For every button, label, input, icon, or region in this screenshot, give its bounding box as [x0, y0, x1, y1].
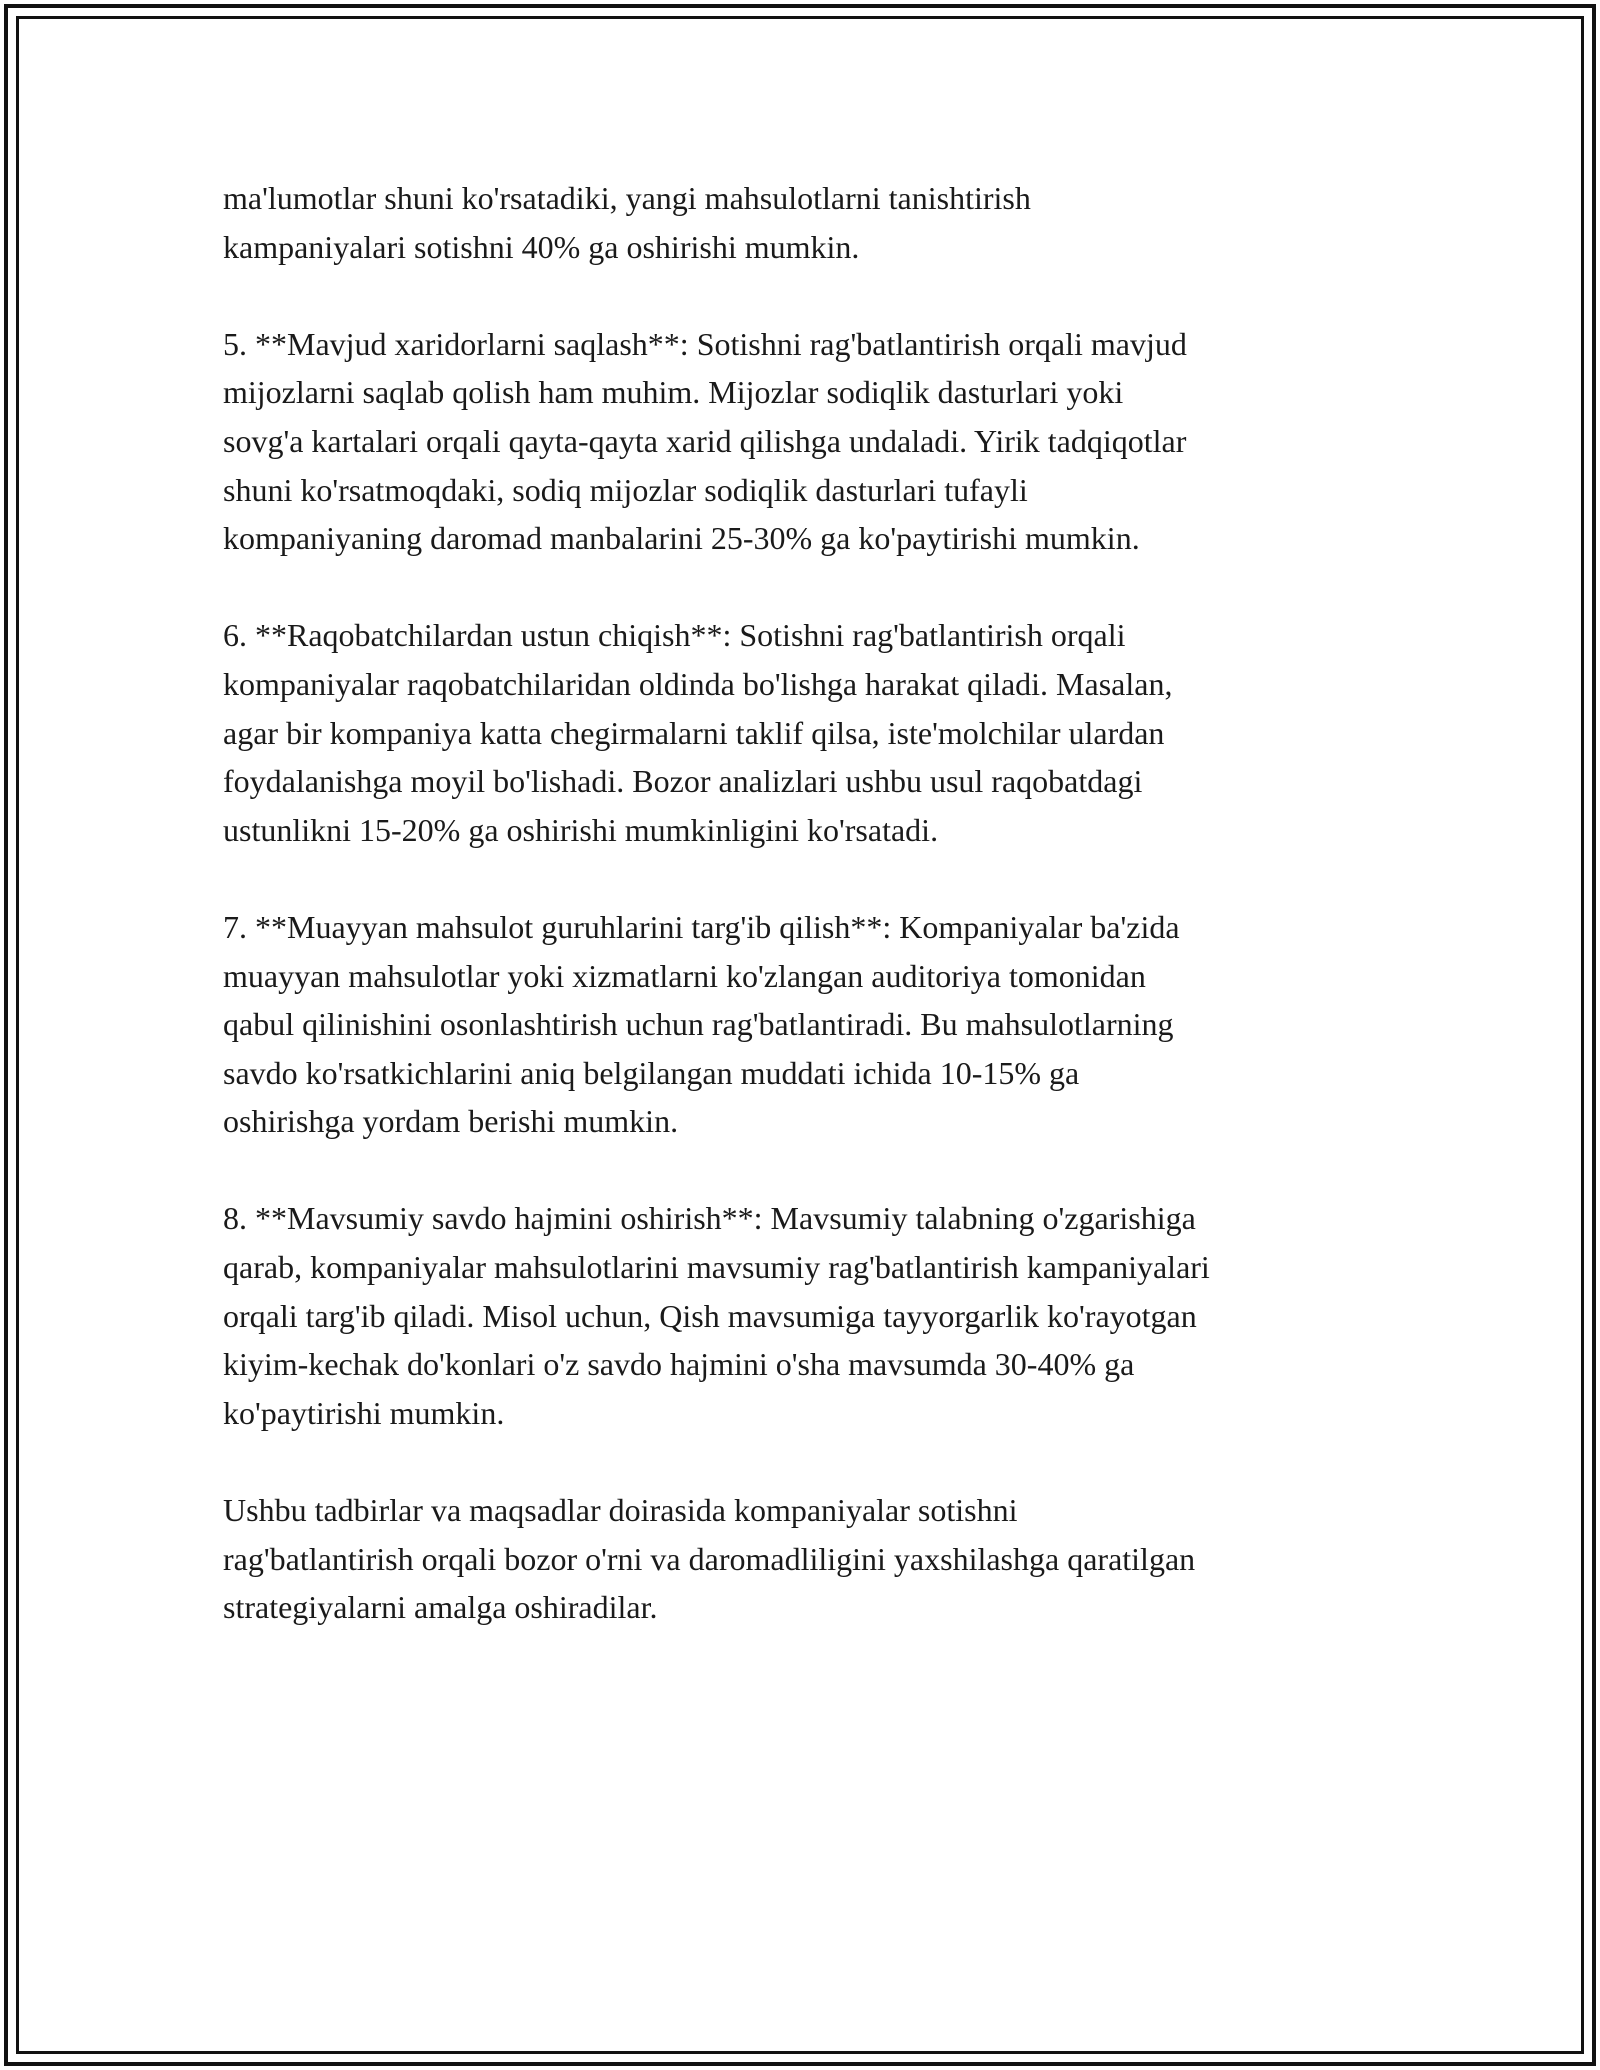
text-line: ma'lumotlar shuni ko'rsatadiki, yangi mahsulotlarni tanishtirish — [223, 180, 1031, 216]
text-line: strategiyalarni amalga oshiradilar. — [223, 1589, 658, 1626]
text-line: savdo ko'rsatkichlarini aniq belgilangan muddati ichida 10-15% ga — [223, 1054, 1080, 1091]
text-line: Ushbu tadbirlar va maqsadlar doirasida kompaniyalar sotishni — [223, 1492, 1018, 1529]
text-line: kompaniyalar raqobatchilaridan oldinda bo'lishga harakat qiladi. Masalan, — [223, 665, 1173, 702]
text-line: foydalanishga moyil bo'lishadi. Bozor analizlari ushbu usul raqobatdagi — [223, 763, 1143, 800]
text-line: mijozlarni saqlab qolish ham muhim. Mijozlar sodiqlik dasturlari yoki — [223, 374, 1124, 411]
text-line: rag'batlantirish orqali bozor o'rni va daromadliligini yaxshilashga qaratilgan — [223, 1540, 1196, 1577]
text-line: shuni ko'rsatmoqdaki, sodiq mijozlar sodiqlik dasturlari tufayli — [223, 471, 1028, 508]
paragraph-item-8 — [223, 1194, 1403, 1437]
paragraph-item-6 — [223, 611, 1403, 854]
text-line: kompaniyaning daromad manbalarini 25-30% ga ko'paytirishi mumkin. — [223, 520, 1140, 557]
text-line: 7. **Muayyan mahsulot guruhlarini targ'ib qilish**: Kompaniyalar ba'zida — [223, 908, 1180, 945]
text-line: orqali targ'ib qiladi. Misol uchun, Qish mavsumiga tayyorgarlik ko'rayotgan — [223, 1297, 1197, 1334]
paragraph-intro-continuation — [223, 174, 1403, 271]
text-line: sovg'a kartalari orqali qayta-qayta xarid qilishga undaladi. Yirik tadqiqotlar — [223, 422, 1187, 459]
paragraph-conclusion — [223, 1486, 1403, 1632]
paragraph-item-5 — [223, 320, 1403, 563]
text-line: 5. **Mavjud xaridorlarni saqlash**: Sotishni rag'batlantirish orqali mavjud — [223, 325, 1187, 362]
text-line: kampaniyalari sotishni 40% ga oshirishi mumkin. — [223, 228, 860, 265]
text-line: 6. **Raqobatchilardan ustun chiqish**: Sotishni rag'batlantirish orqali — [223, 617, 1126, 654]
text-line: agar bir kompaniya katta chegirmalarni taklif qilsa, iste'molchilar ulardan — [223, 714, 1165, 751]
text-line: ko'paytirishi mumkin. — [223, 1394, 505, 1431]
document-body — [223, 174, 1403, 1680]
paragraph-item-7 — [223, 903, 1403, 1146]
text-line: qarab, kompaniyalar mahsulotlarini mavsumiy rag'batlantirish kampaniyalari — [223, 1249, 1210, 1286]
text-line: ustunlikni 15-20% ga oshirishi mumkinligini ko'rsatadi. — [223, 811, 939, 848]
text-line: oshirishga yordam berishi mumkin. — [223, 1103, 679, 1140]
text-line: qabul qilinishini osonlashtirish uchun rag'batlantiradi. Bu mahsulotlarning — [223, 1006, 1174, 1043]
text-line: kiyim-kechak do'konlari o'z savdo hajmini o'sha mavsumda 30-40% ga — [223, 1346, 1135, 1383]
text-line: muayyan mahsulotlar yoki xizmatlarni ko'zlangan auditoriya tomonidan — [223, 957, 1146, 994]
text-line: 8. **Mavsumiy savdo hajmini oshirish**: Mavsumiy talabning o'zgarishiga — [223, 1200, 1196, 1237]
